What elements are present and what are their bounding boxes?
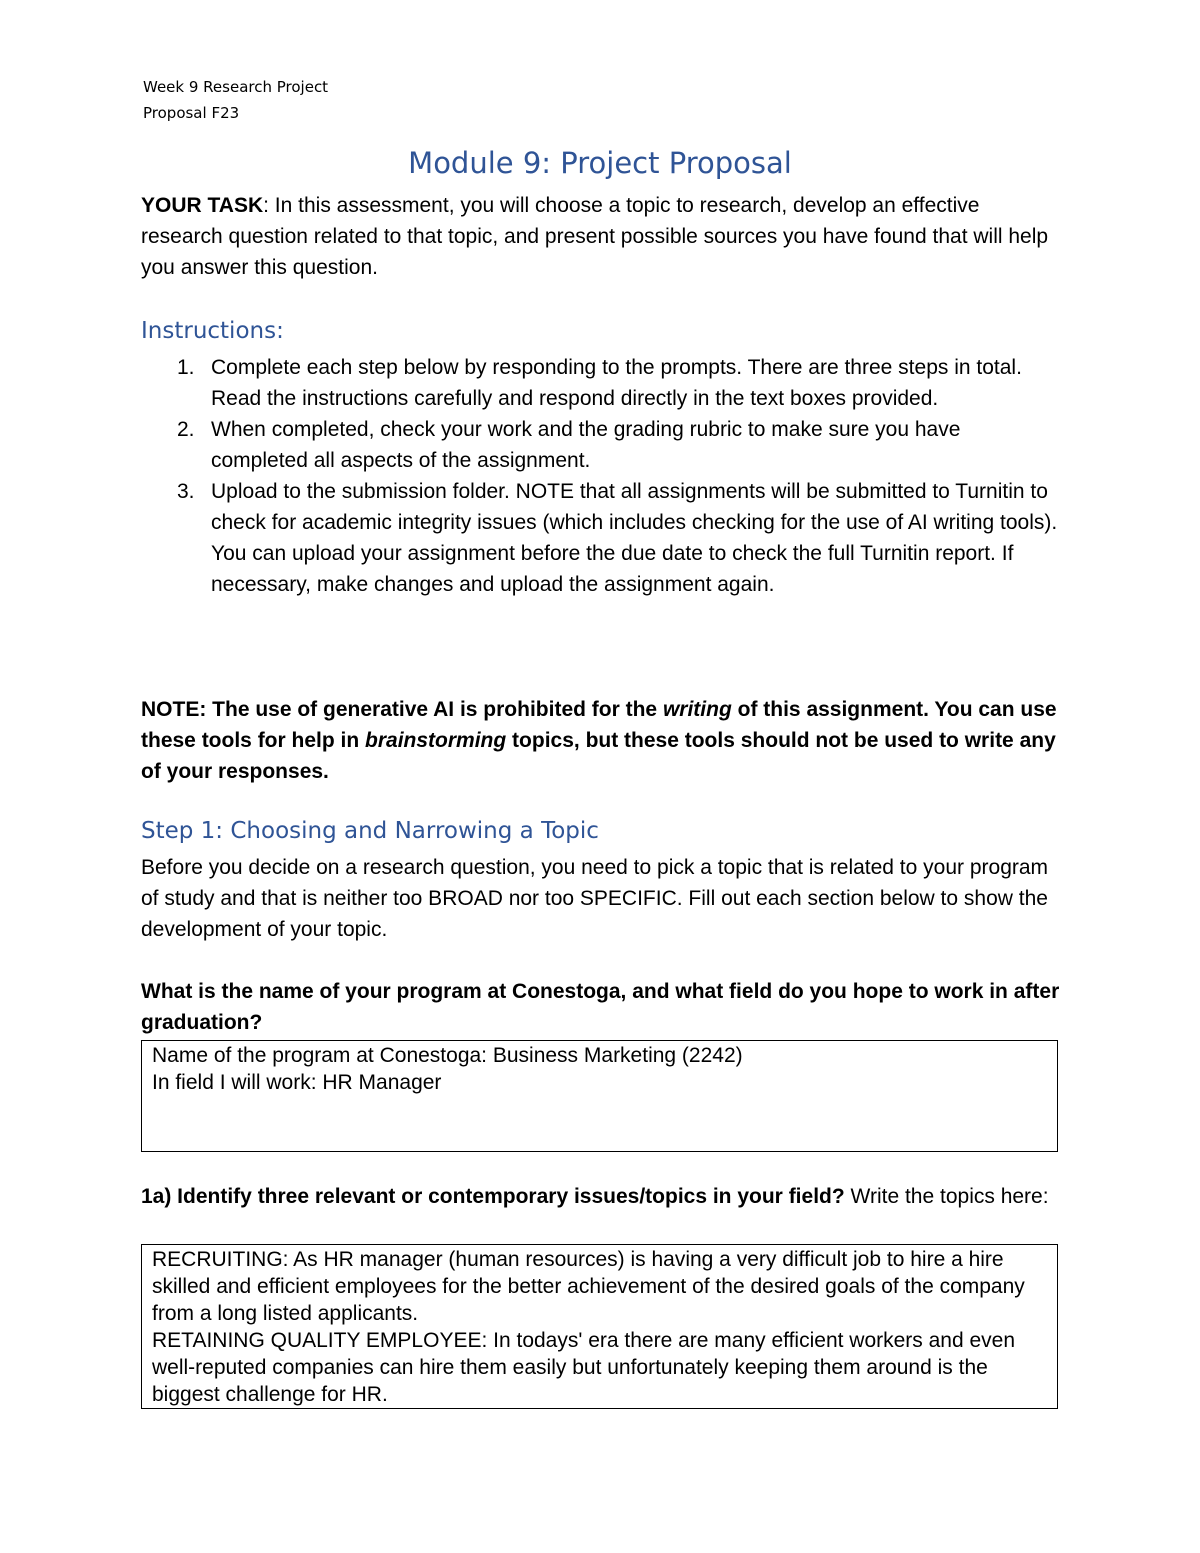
task-text: : In this assessment, you will choose a topic to research, develop an effective research question related to that topic, and present possible sources you have found that will help you answer this question. [141, 194, 1049, 279]
list-item-text: Complete each step below by responding to the prompts. There are three steps in total. Read the instructions carefully and respond directly in the text boxes provided. [211, 356, 1022, 410]
question-1a-bold: 1a) Identify three relevant or contemporary issues/topics in your field? [141, 1185, 845, 1208]
header-line-2: Proposal F23 [143, 104, 240, 122]
task-label: YOUR TASK [141, 194, 264, 217]
topics-answer-paragraph-2: RETAINING QUALITY EMPLOYEE: In todays' era there are many efficient workers and even well-reputed companies can hire them easily but unfortunately keeping them around is the biggest challenge for HR. [152, 1329, 1016, 1406]
program-answer-box[interactable] [141, 1040, 1058, 1152]
list-item-text: Upload to the submission folder. NOTE that all assignments will be submitted to Turnitin to check for academic integrity issues (which includes checking for the use of AI writing tools). You can upload your assignment before the due date to check the full Turnitin report. If necessary, make changes and upload the assignment again. [211, 480, 1058, 596]
question-1a-rest: Write the topics here: [844, 1185, 1049, 1208]
list-item-text: When completed, check your work and the grading rubric to make sure you have completed all aspects of the assignment. [211, 418, 961, 472]
list-item [141, 414, 1061, 476]
note-emphasis-writing: writing [662, 698, 732, 721]
program-question: What is the name of your program at Conestoga, and what field do you hope to work in after graduation? [141, 980, 1060, 1034]
list-number: 2. [177, 418, 195, 441]
program-answer-line-2: In field I will work: HR Manager [152, 1071, 442, 1094]
topics-answer-box[interactable] [141, 1244, 1058, 1409]
header-line-1: Week 9 Research Project [143, 78, 329, 96]
note-part-3: topics, but these tools should not be used to write any of your responses. [141, 729, 1056, 783]
list-number: 3. [177, 480, 195, 503]
instructions-list [141, 352, 1061, 600]
note-part-2: of this assignment. You can use these tools for help in [141, 698, 1057, 752]
program-answer-line-1: Name of the program at Conestoga: Business Marketing (2242) [152, 1044, 743, 1067]
page-header [143, 74, 328, 126]
step1-text: Before you decide on a research question, you need to pick a topic that is related to your program of study and that is neither too BROAD nor too SPECIFIC. Fill out each section below to show the development of your topic. [141, 856, 1049, 941]
task-paragraph [141, 190, 1061, 283]
note-emphasis-brainstorming: brainstorming [365, 729, 507, 752]
instructions-heading: Instructions: [141, 318, 284, 344]
list-item [141, 476, 1061, 600]
note-part-1: NOTE: The use of generative AI is prohibited for the [141, 698, 663, 721]
step1-heading: Step 1: Choosing and Narrowing a Topic [141, 818, 599, 844]
page-title: Module 9: Project Proposal [408, 146, 792, 180]
topics-answer-paragraph-1: RECRUITING: As HR manager (human resources) is having a very difficult job to hire a hire skilled and efficient employees for the better achievement of the desired goals of the company from a long listed applicants. [152, 1248, 1025, 1325]
list-number: 1. [177, 356, 195, 379]
question-1a [141, 1181, 1061, 1212]
list-item [141, 352, 1061, 414]
ai-note [141, 694, 1061, 787]
